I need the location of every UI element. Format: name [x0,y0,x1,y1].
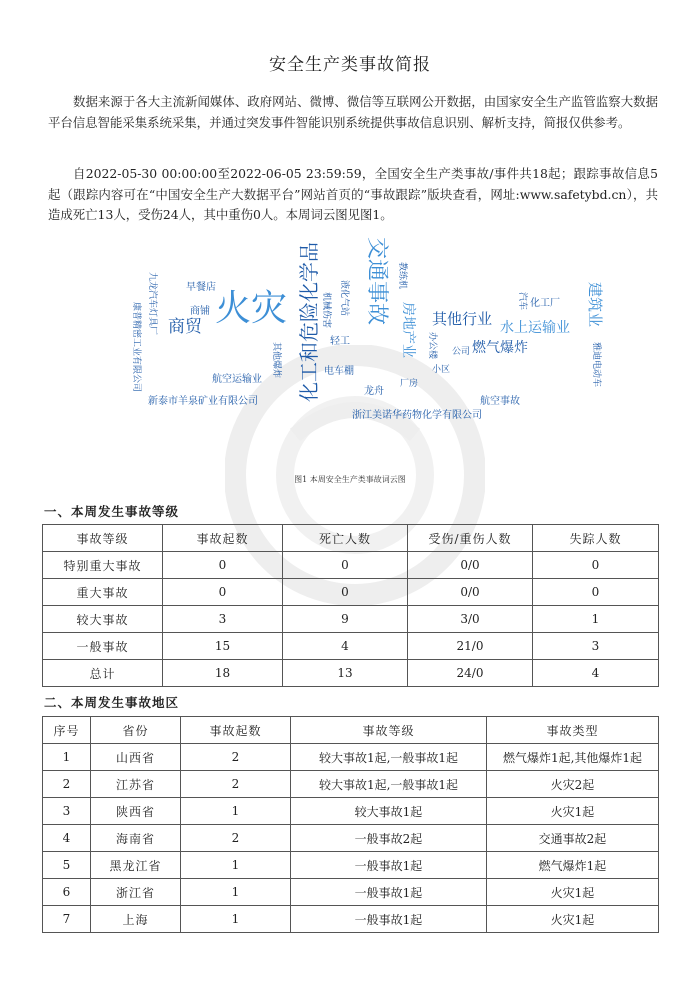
table-cell: 0 [533,552,659,579]
cloud-word: 新泰市羊泉矿业有限公司 [148,396,258,407]
cloud-word: 化工和危险化学品 [297,242,321,402]
column-header: 事故等级 [43,525,163,552]
column-header: 省份 [91,717,181,744]
table-cell: 1 [181,879,291,906]
table-cell: 1 [181,798,291,825]
cloud-word: 康普精密工业有限公司 [131,302,141,393]
cloud-word: 航空运输业 [212,374,262,385]
table-cell: 4 [43,825,91,852]
column-header: 事故起数 [181,717,291,744]
column-header: 事故起数 [163,525,283,552]
table-cell: 一般事故2起 [291,825,487,852]
table-cell: 重大事故 [43,579,163,606]
table-cell: 0 [533,579,659,606]
cloud-word: 九龙汽车灯具厂 [147,272,157,336]
cloud-word: 航空事故 [480,396,520,407]
table-cell: 较大事故1起,一般事故1起 [291,744,487,771]
table-cell: 火灾1起 [487,798,659,825]
table-cell: 陕西省 [91,798,181,825]
table-cell: 一般事故1起 [291,879,487,906]
table-cell: 0 [283,552,408,579]
cloud-word: 电车棚 [324,366,354,377]
cloud-word: 汽车 [517,292,527,311]
table-cell: 21/0 [408,633,533,660]
table-cell: 3 [43,798,91,825]
cloud-word: 教练机 [397,262,407,290]
table-cell: 1 [43,744,91,771]
table-cell: 3/0 [408,606,533,633]
column-header: 死亡人数 [283,525,408,552]
cloud-word: 房地产业 [400,302,416,358]
cloud-word: 厂房 [400,379,419,389]
cloud-word: 公司 [452,347,471,357]
table-cell: 0 [163,552,283,579]
table-cell: 一般事故1起 [291,852,487,879]
table-cell: 2 [181,825,291,852]
cloud-word: 其他行业 [432,310,493,328]
table-cell: 特别重大事故 [43,552,163,579]
cloud-word: 交通事故 [364,237,389,326]
table-cell: 火灾1起 [487,906,659,933]
cloud-word: 其他爆炸 [271,342,281,379]
table-cell: 0/0 [408,579,533,606]
table-row [43,879,659,906]
table-cell: 0 [283,579,408,606]
cloud-word: 水上运输业 [500,320,570,336]
table-cell: 1 [533,606,659,633]
table-cell: 较大事故1起 [291,798,487,825]
table-cell: 2 [181,744,291,771]
table-cell: 2 [181,771,291,798]
table-cell: 2 [43,771,91,798]
cloud-word: 龙舟 [364,386,384,397]
table-row [43,744,659,771]
table-cell: 24/0 [408,660,533,687]
table-cell: 0 [163,579,283,606]
table-cell: 13 [283,660,408,687]
table-cell: 4 [533,660,659,687]
table-cell: 15 [163,633,283,660]
cloud-word: 办公楼 [427,332,437,360]
table-cell: 5 [43,852,91,879]
table-cell: 火灾2起 [487,771,659,798]
table-row-total [43,660,659,687]
cloud-word: 火灾 [215,288,288,329]
cloud-word: 小区 [432,365,451,375]
table-row [43,852,659,879]
table-row [43,798,659,825]
table-cell: 总计 [43,660,163,687]
section-title-accident-region: 二、本周发生事故地区 [44,695,180,710]
table-row [43,606,659,633]
cloud-word: 轻工 [330,336,350,347]
table-cell: 3 [163,606,283,633]
table-cell: 上海 [91,906,181,933]
cloud-word: 商贸 [168,317,202,337]
table-row [43,771,659,798]
table-header-row [43,525,659,552]
cloud-word: 建筑业 [586,282,604,328]
table-cell: 7 [43,906,91,933]
table-cell: 一般事故1起 [291,906,487,933]
table-cell: 0/0 [408,552,533,579]
table-cell: 一般事故 [43,633,163,660]
table-cell: 1 [181,906,291,933]
section-title-accident-level: 一、本周发生事故等级 [44,504,180,519]
table-cell: 4 [283,633,408,660]
table-cell: 3 [533,633,659,660]
cloud-word: 商铺 [190,306,210,317]
table-cell: 6 [43,879,91,906]
cloud-word: 雅迪电动车 [591,342,601,388]
cloud-word: 燃气爆炸 [472,340,528,356]
table-cell: 火灾1起 [487,879,659,906]
table-cell: 海南省 [91,825,181,852]
table-cell: 1 [181,852,291,879]
column-header: 序号 [43,717,91,744]
column-header: 事故等级 [291,717,487,744]
table-cell: 交通事故2起 [487,825,659,852]
table-row [43,906,659,933]
accident-level-table [42,524,659,687]
page-title: 安全生产类事故简报 [269,55,431,75]
cloud-word: 化工厂 [530,298,560,309]
accident-region-table [42,716,659,933]
table-cell: 山西省 [91,744,181,771]
word-cloud [120,232,620,442]
column-header: 受伤/重伤人数 [408,525,533,552]
cloud-word: 液化气站 [339,280,349,317]
table-cell: 燃气爆炸1起,其他爆炸1起 [487,744,659,771]
table-cell: 燃气爆炸1起 [487,852,659,879]
table-row [43,825,659,852]
table-row [43,552,659,579]
table-cell: 浙江省 [91,879,181,906]
table-row [43,579,659,606]
cloud-word: 早餐店 [186,282,216,293]
figure-caption: 图1 本周安全生产类事故词云图 [294,475,406,484]
table-header-row [43,717,659,744]
table-cell: 江苏省 [91,771,181,798]
table-cell: 较大事故 [43,606,163,633]
summary-paragraph: 自2022-05-30 00:00:00至2022-06-05 23:59:59，全国安全生产类事故/事件共18起；跟踪事故信息5起（跟踪内容可在“中国安全生产大数据平台”网站首页的“事故跟踪”版块查看，网址:www.safetybd.cn），共造成死亡13人，受伤24人，其中重伤0人。本周词云图见图1。 [48,166,658,222]
table-cell: 较大事故1起,一般事故1起 [291,771,487,798]
column-header: 事故类型 [487,717,659,744]
column-header: 失踪人数 [533,525,659,552]
cloud-word: 机械伤害 [321,292,331,329]
cloud-word: 浙江美诺华药物化学有限公司 [352,410,482,421]
table-cell: 9 [283,606,408,633]
intro-paragraph: 数据来源于各大主流新闻媒体、政府网站、微博、微信等互联网公开数据，由国家安全生产监管监察大数据平台信息智能采集系统采集，并通过突发事件智能识别系统提供事故信息识别、解析支持，简报仅供参考。 [48,94,658,130]
table-cell: 18 [163,660,283,687]
table-row [43,633,659,660]
table-cell: 黑龙江省 [91,852,181,879]
